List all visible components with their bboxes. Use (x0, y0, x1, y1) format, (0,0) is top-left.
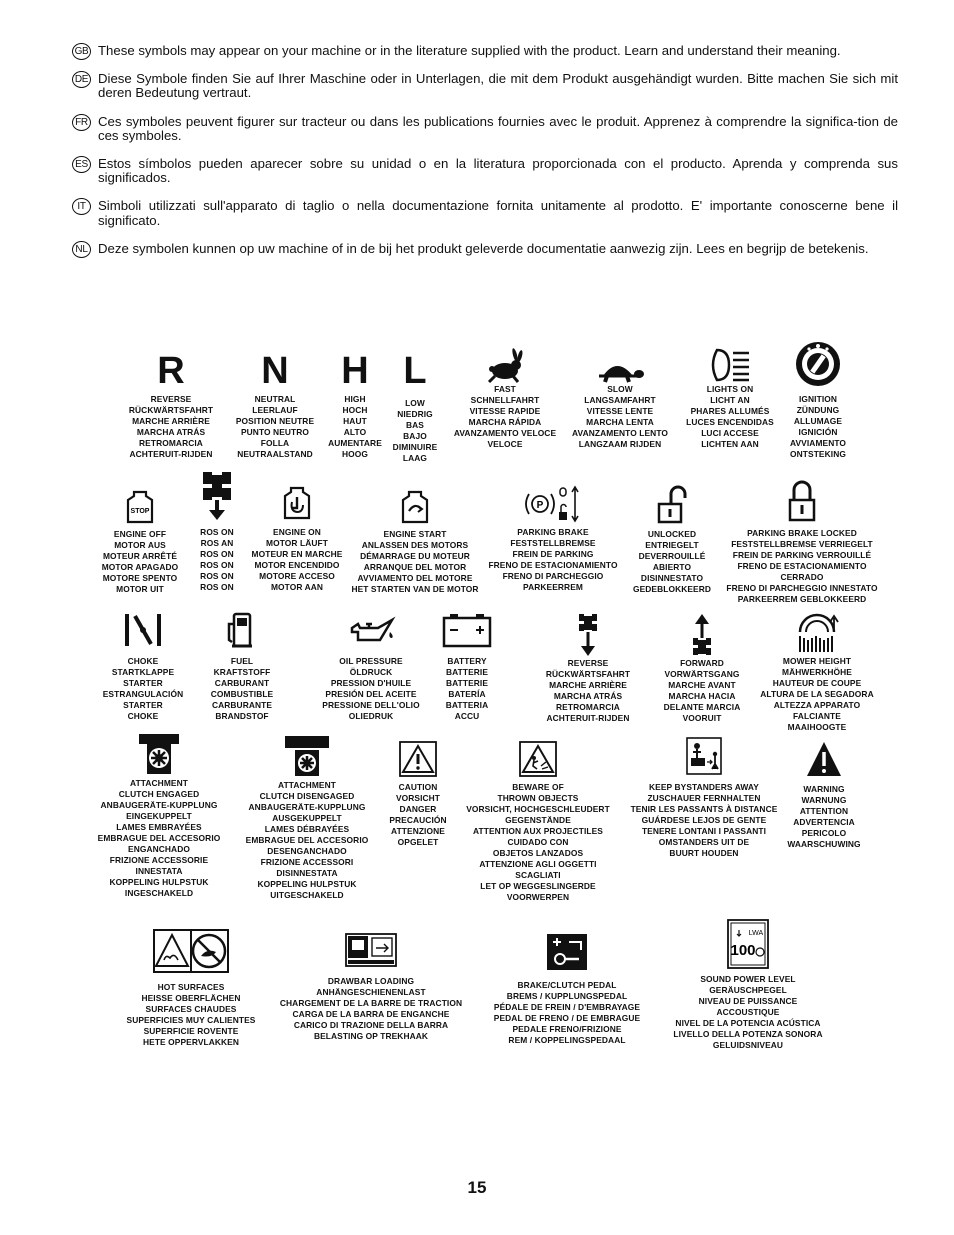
lang-badge-it: IT (72, 198, 91, 215)
battery-label: BATTERY BATTERIE BATTERIE BATERÍA BATTERIA ACCU (445, 656, 489, 721)
intro-gb (72, 44, 898, 58)
symbol-fuel (196, 610, 288, 722)
intro-text-de: Diese Symbole finden Sie auf Ihrer Maschine oder in Unterlagen, die mit dem Produkt ausgehändigt wurden. Bitte machen Sie sich mit deren Bedeutung vertraut. (98, 71, 898, 101)
keep-bystanders-away-icon (685, 736, 723, 776)
symbol-parking-brake-locked (712, 478, 892, 605)
brake-clutch-label: BRAKE/CLUTCH PEDAL BREMS / KUPPLUNGSPEDAL PÉDALE DE FREIN / D'EMBRAYAGE PEDAL DE FRENO / DE EMBRAGUE PEDALE FRENO/FRIZIONE REM / KOPPELINGSPEDAAL (493, 980, 641, 1045)
engine-start-icon (400, 488, 430, 524)
low-label: LOW NIEDRIG BAS BAJO DIMINUIRE LAAG (392, 398, 438, 463)
symbol-slow (562, 356, 678, 450)
high-label: HIGH HOCH HAUT ALTO AUMENTARE HOOG (328, 394, 382, 459)
engine-stop-text: STOP (130, 508, 150, 515)
page-number: 15 (467, 1178, 487, 1197)
drawbar-label: DRAWBAR LOADING ANHÄNGESCHIENENLAST CHARGEMENT DE LA BARRE DE TRACTION CARGA DE LA BARRA DE ENGANCHE CARICO DI TRAZIONE DELLA BARRA BELASTING OP TREKHAAK (279, 976, 463, 1041)
symbol-thrown-objects (452, 740, 624, 903)
symbol-ignition (770, 340, 866, 460)
locked-padlock-icon (787, 478, 817, 524)
symbol-lights (676, 346, 784, 450)
neutral-n-icon: N (261, 350, 289, 392)
symbol-drawbar (266, 932, 476, 1042)
intro-text-nl: Deze symbolen kunnen op uw machine of in de bij het produkt geleverde documentatie aanwezig zijn. Lees en begrijp de betekenis. (98, 240, 869, 256)
parking-brake-locked-label: PARKING BRAKE LOCKED FESTSTELLBREMSE VERRIEGELT FREIN DE PARKING VERROUILLÉ FRENO DE ESTACIONAMIENTO CERRADO FRENO DI PARCHEGGIO INNESTATO PARKEERREM GEBLOKKEERD (726, 528, 878, 604)
slow-label: SLOW LANGSAMFAHRT VITESSE LENTE MARCHA LENTA AVANZAMENTO LENTO LANGZAAM RIJDEN (572, 384, 668, 449)
ignition-key-icon (794, 340, 842, 388)
fuel-pump-icon (224, 610, 260, 650)
thrown-objects-icon (518, 740, 558, 778)
reverse-arrow-label: REVERSE RÜCKWÄRTSFAHRT MARCHE ARRIÈRE MARCHA ATRÁS RETROMARCIA ACHTERUIT-RIJDEN (545, 658, 631, 723)
intro-text-it: Simboli utilizzati sull'apparato di taglio o nella documentazione fornita unitamente al prodotto. E' importante conoscerne bene il significato. (98, 198, 898, 228)
symbol-clutch-engaged (86, 730, 232, 899)
neutral-label: NEUTRAL LEERLAUF POSITION NEUTRE PUNTO NEUTRO FOLLA NEUTRAALSTAND (235, 394, 315, 459)
lights-label: LIGHTS ON LICHT AN PHARES ALLUMÉS LUCES ENCENDIDAS LUCI ACCESE LICHTEN AAN (686, 384, 774, 449)
brake-clutch-pedal-icon (545, 932, 589, 972)
ros-on-label: ROS ON ROS AN ROS ON ROS ON ROS ON ROS ON (200, 527, 234, 592)
rabbit-icon (485, 348, 525, 384)
sound-lwa-text: LWA (748, 930, 764, 937)
symbol-bystanders (614, 736, 794, 859)
forward-arrow-icon (690, 612, 714, 658)
intro-es (72, 157, 898, 185)
symbol-engine-start (342, 488, 488, 595)
symbol-ros-on (192, 470, 242, 593)
battery-icon (440, 610, 494, 650)
intro-fr (72, 115, 898, 143)
bystanders-label: KEEP BYSTANDERS AWAY ZUSCHAUER FERNHALTEN TENIR LES PASSANTS À DISTANCE GUÁRDESE LEJOS DE GENTE TENERE LONTANI I PASSANTI OMSTANDERS UIT DE BUURT HOUDEN (630, 782, 778, 858)
lang-badge-es: ES (72, 156, 91, 173)
parking-brake-label: PARKING BRAKE FESTSTELLBREMSE FREIN DE PARKING FRENO DE ESTACIONAMIENTO FRENO DI PARCHEGGIO PARKEERREM (488, 527, 618, 592)
engine-stop-icon (125, 488, 155, 524)
lang-badge-nl: NL (72, 241, 91, 258)
intro-text-es: Estos símbolos pueden aparecer sobre su unidad o en la literatura proporcionada con el producto. Aprenda y comprenda sus significados. (98, 156, 898, 186)
symbol-engine-on (244, 484, 350, 593)
clutch-disengaged-icon (281, 732, 333, 780)
symbol-oil-pressure (298, 610, 444, 722)
reverse-r-icon: R (157, 350, 185, 392)
symbol-warning (776, 740, 872, 850)
symbol-mower-height (752, 612, 882, 733)
engine-on-icon (282, 484, 312, 524)
caution-sign-icon (398, 740, 438, 778)
hot-surfaces-icon (152, 928, 230, 974)
parking-brake-icon (523, 484, 583, 524)
clutch-disengaged-label: ATTACHMENT CLUTCH DISENGAGED ANBAUGERÄTE-KUPPLUNG AUSGEKUPPELT LAMES DÉBRAYÉES EMBRAGUE DEL ACCESORIO DESENGANCHADO FRIZIONE ACCESSORI DISINNESTATA KOPPELING HULPSTUK UITGESCHAKELD (245, 780, 369, 900)
lang-badge-gb: GB (72, 43, 91, 60)
mower-height-label: MOWER HEIGHT MÄHWERKHÖHE HAUTEUR DE COUPE ALTURA DE LA SEGADORA ALTEZZA APPARATO FALCIANTE MAAIHOOGTE (760, 656, 874, 732)
intro-it (72, 199, 898, 227)
symbol-forward (650, 612, 754, 724)
symbol-sound-power (668, 918, 828, 1051)
symbol-unlocked (622, 484, 722, 595)
sound-power-label: SOUND POWER LEVEL GERÄUSCHPEGEL NIVEAU DE PUISSANCE ACCOUSTIQUE NIVEL DE LA POTENCIA ACÚSTICA LIVELLO DELLA POTENZA SONORA GELUIDSNIVEAU (673, 974, 823, 1050)
warning-triangle-icon (805, 740, 843, 780)
symbol-brake-clutch (484, 932, 650, 1046)
sound-100-text: 100 (730, 942, 756, 959)
clutch-engaged-icon (133, 730, 185, 778)
hot-surfaces-label: HOT SURFACES HEISSE OBERFLÄCHEN SURFACES CHAUDES SUPERFICIES MUY CALIENTES SUPERFICIE ROVENTE HETE OPPERVLAKKEN (126, 982, 256, 1047)
ros-tractor-arrow-icon (200, 470, 234, 522)
symbol-fast (444, 348, 566, 450)
symbol-parking-brake (480, 484, 626, 593)
symbol-clutch-disengaged (234, 732, 380, 901)
lang-badge-fr: FR (72, 114, 91, 131)
low-l-icon: L (403, 350, 427, 392)
symbol-reverse-arrow (532, 612, 644, 724)
fuel-label: FUEL KRAFTSTOFF CARBURANT COMBUSTIBLE CARBURANTE BRANDSTOF (210, 656, 274, 721)
engine-start-label: ENGINE START ANLASSEN DES MOTORS DÉMARRAGE DU MOTEUR ARRANQUE DEL MOTOR AVVIAMENTO DEL MOTORE HET STARTEN VAN DE MOTOR (351, 529, 479, 594)
high-h-icon: H (341, 350, 369, 392)
clutch-engaged-label: ATTACHMENT CLUTCH ENGAGED ANBAUGERÄTE-KUPPLUNG EINGEKUPPELT LAMES EMBRAYÉES EMBRAGUE DEL ACCESORIO ENGANCHADO FRIZIONE ACCESSORIE INNESTATA KOPPELING HULPSTUK INGESCHAKELD (97, 778, 221, 898)
drawbar-loading-icon (344, 932, 398, 968)
engine-off-label: ENGINE OFF MOTOR AUS MOTEUR ARRÊTÉ MOTOR APAGADO MOTORE SPENTO MOTOR UIT (101, 529, 179, 594)
intro-section (72, 44, 898, 270)
symbol-reverse-letter (112, 352, 230, 460)
symbol-hot-surfaces (116, 928, 266, 1048)
symbol-choke (90, 610, 196, 722)
reverse-letter-label: REVERSE RÜCKWÄRTSFAHRT MARCHE ARRIÈRE MARCHA ATRÁS RETROMARCIA ACHTERUIT-RIJDEN (128, 394, 214, 459)
choke-icon (121, 610, 165, 650)
unlocked-label: UNLOCKED ENTRIEGELT DEVERROUILLÉ ABIERTO DISINNESTATO GEDEBLOKKEERD (632, 529, 712, 594)
ignition-label: IGNITION ZÜNDUNG ALLUMAGE IGNICIÓN AVVIAMENTO ONTSTEKING (789, 394, 847, 459)
headlight-icon (707, 346, 753, 384)
choke-label: CHOKE STARTKLAPPE STARTER ESTRANGULACIÓN STARTER CHOKE (102, 656, 184, 721)
reverse-arrow-icon (576, 612, 600, 658)
mower-height-icon (794, 612, 840, 654)
oil-pressure-label: OIL PRESSURE ÖLDRUCK PRESSION D'HUILE PRESIÓN DEL ACEITE PRESSIONE DELL'OLIO OLIEDRUK (322, 656, 420, 721)
forward-label: FORWARD VORWÄRTSGANG MARCHE AVANT MARCHA HACIA DELANTE MARCIA VOORUIT (663, 658, 741, 723)
oil-can-icon (346, 610, 396, 650)
intro-nl (72, 242, 898, 256)
symbol-low (376, 352, 454, 464)
engine-on-label: ENGINE ON MOTOR LÄUFT MOTEUR EN MARCHE MOTOR ENCENDIDO MOTORE ACCESO MOTOR AAN (251, 527, 343, 592)
intro-text-fr: Ces symboles peuvent figurer sur tracteur ou dans les publications fournies avec le produit. Apprenez à comprendre la significa-tion de ces symboles. (98, 113, 898, 143)
fast-label: FAST SCHNELLFAHRT VITESSE RAPIDE MARCHA RÁPIDA AVANZAMENTO VELOCE VELOCE (453, 384, 557, 449)
caution-label: CAUTION VORSICHT DANGER PRECAUCIÓN ATTENZIONE OPGELET (389, 782, 447, 847)
intro-de (72, 72, 898, 100)
sound-power-level-icon (726, 918, 770, 970)
parking-p-text: P (536, 500, 544, 511)
unlocked-padlock-icon (655, 484, 689, 526)
symbol-battery (428, 610, 506, 722)
intro-text-gb: These symbols may appear on your machine or in the literature supplied with the product. Learn and understand their meaning. (98, 43, 841, 58)
symbol-neutral (220, 352, 330, 460)
lang-badge-de: DE (72, 71, 91, 88)
thrown-objects-label: BEWARE OF THROWN OBJECTS VORSICHT, HOCHGESCHLEUDERT GEGENSTÄNDE ATTENTION AUX PROJECTILES CUIDADO CON OBJETOS LANZADOS ATTENZIONE AGLI OGGETTI SCAGLIATI LET OP WEGGESLINGERDE VOORWERPEN (466, 782, 610, 902)
symbol-engine-off (90, 488, 190, 595)
turtle-icon (595, 356, 645, 384)
symbol-caution (374, 740, 462, 848)
warning-label: WARNING WARNUNG ATTENTION ADVERTENCIA PERICOLO WAARSCHUWING (787, 784, 861, 849)
